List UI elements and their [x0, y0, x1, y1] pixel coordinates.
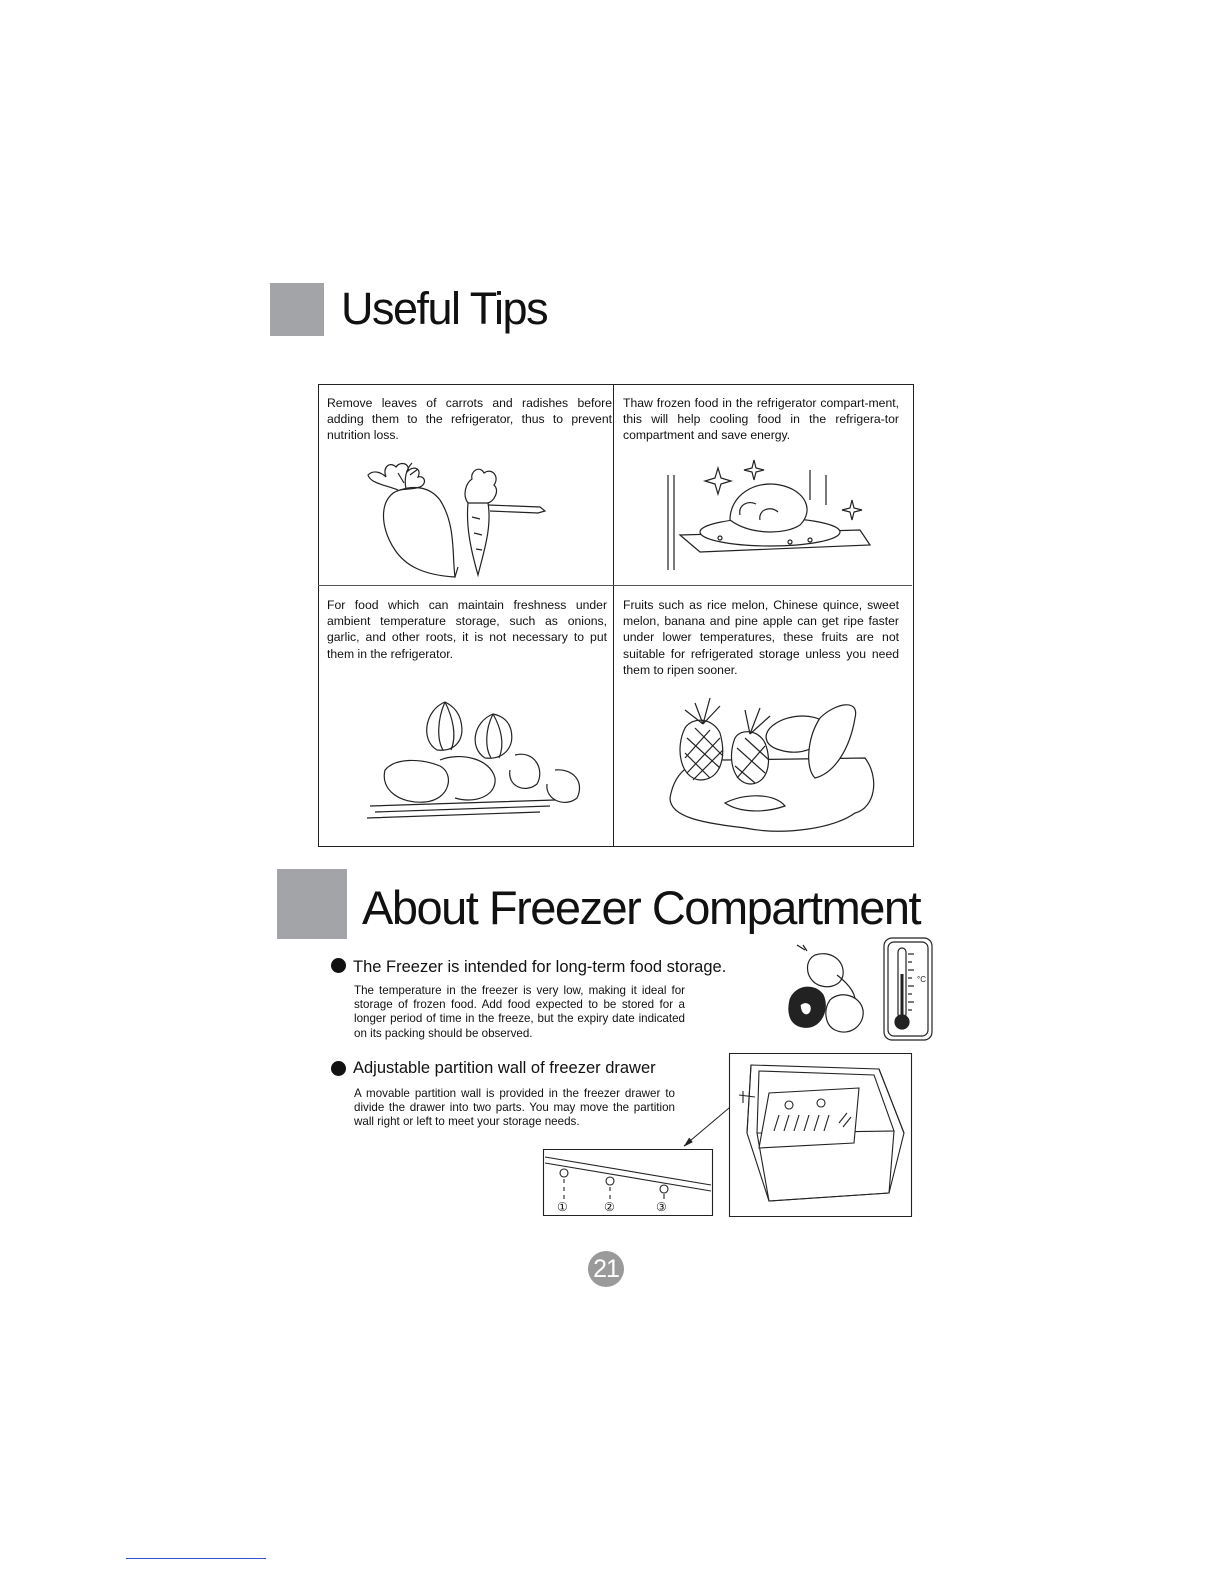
thawing-food-illustration [660, 460, 875, 570]
fruits-illustration [665, 688, 885, 838]
table-divider-horizontal [318, 585, 912, 586]
freezer-item1-body: The temperature in the freezer is very low, making it ideal for storage of frozen food. Add food expected to be stored for a longer period of time in the freeze, but the expiry date indicated on its packing should be observed. [354, 984, 685, 1040]
tip-text-roots: For food which can maintain freshness under ambient temperature storage, such as onions, garlic, and other roots, it is not necessary to put them in the refrigerator. [327, 598, 607, 661]
thermometer-icon [880, 934, 935, 1044]
position-label-1: ① [557, 1200, 568, 1214]
tip-text-carrots: Remove leaves of carrots and radishes before adding them to the refrigerator, thus to prevent nutrition loss. [327, 396, 612, 443]
radish-carrot-illustration [360, 455, 550, 580]
partition-detail-diagram [543, 1149, 713, 1216]
position-label-2: ② [604, 1200, 615, 1214]
page-number: 21 [588, 1251, 624, 1287]
position-label-3: ③ [656, 1200, 667, 1214]
frozen-meat-illustration [785, 945, 875, 1040]
tip-text-fruits: Fruits such as rice melon, Chinese quince, sweet melon, banana and pine apple can get ripe faster under lower temperatures, these fruits are not suitable for refrigerated storage unless you need them to ripen sooner. [623, 598, 899, 677]
thermometer-label: °C [917, 975, 926, 984]
onions-roots-illustration [365, 700, 590, 820]
freezer-item2-title: Adjustable partition wall of freezer drawer [353, 1059, 656, 1077]
section-marker-useful-tips [270, 283, 324, 336]
bullet-icon [331, 958, 346, 973]
tip-text-thaw: Thaw frozen food in the refrigerator compart-ment, this will help cooling food in the refrigera-tor compartment and save energy. [623, 396, 899, 443]
freezer-drawer-diagram [729, 1053, 912, 1217]
footer-rule [126, 1558, 266, 1559]
section-marker-freezer [277, 869, 347, 939]
table-divider-vertical [613, 384, 614, 847]
section-title-useful-tips: Useful Tips [341, 283, 548, 334]
bullet-icon [331, 1061, 346, 1076]
freezer-item1-title: The Freezer is intended for long-term food storage. [353, 958, 727, 976]
section-title-freezer: About Freezer Compartment [362, 881, 921, 934]
freezer-item2-body: A movable partition wall is provided in the freezer drawer to divide the drawer into two parts. You may move the partition wall right or left to meet your storage needs. [354, 1087, 675, 1129]
